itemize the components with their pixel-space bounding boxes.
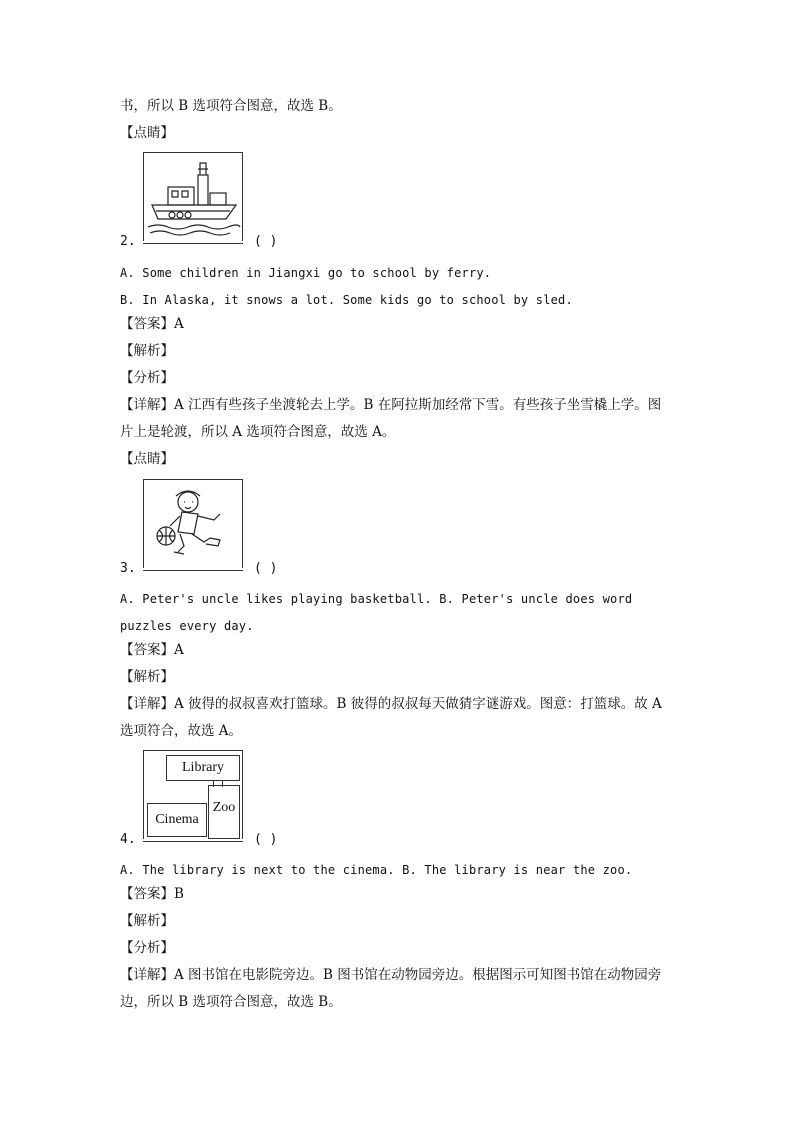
answer-blank: ( ) [254,832,278,847]
fenxi-heading: 【分析】 [120,370,174,386]
dianjing-heading: 【点睛】 [120,125,174,141]
detail-line: 片上是轮渡，所以 A 选项符合图意，故选 A。 [120,424,396,440]
options-line: A. Peter's uncle likes playing basketball. B. Peter's uncle does word [120,592,633,606]
zoo-label: Zoo [212,800,236,815]
answer-blank: ( ) [254,234,278,249]
library-box [166,755,240,781]
detail-line: 选项符合，故选 A。 [120,723,243,739]
answer-blank: ( ) [254,561,278,576]
detail-line: 【详解】A 彼得的叔叔喜欢打篮球。B 彼得的叔叔每天做猜字谜游戏。图意：打篮球。故 A [120,696,662,712]
question-number: 3. [120,561,136,576]
basketball-illustration [143,479,243,568]
detail-line: 【详解】A 图书馆在电影院旁边。B 图书馆在动物园旁边。根据图示可知图书馆在动物园旁 [120,967,662,983]
option-a: A. Some children in Jiangxi go to school by ferry. [120,266,492,280]
option-b: B. In Alaska, it snows a lot. Some kids go to school by sled. [120,293,573,307]
basketball-player-icon [144,480,242,568]
jiexi-heading: 【解析】 [120,343,174,359]
zoo-gate [213,780,223,787]
detail-line: 边，所以 B 选项符合图意，故选 B。 [120,994,342,1010]
answer: 【答案】A [120,316,184,332]
cinema-box [147,803,207,837]
figure-baseline [143,841,243,842]
text-line: 书，所以 B 选项符合图意，故选 B。 [120,98,342,114]
ship-icon [144,153,242,241]
jiexi-heading: 【解析】 [120,913,174,929]
question-number: 2. [120,234,136,249]
jiexi-heading: 【解析】 [120,669,174,685]
answer: 【答案】B [120,886,184,902]
answer: 【答案】A [120,642,184,658]
options-line: A. The library is next to the cinema. B. The library is near the zoo. [120,863,633,877]
figure-baseline [143,570,243,571]
cinema-label: Cinema [155,812,199,827]
figure-baseline [143,243,243,244]
question-number: 4. [120,832,136,847]
library-label: Library [182,760,224,775]
fenxi-heading: 【分析】 [120,940,174,956]
detail-line: 【详解】A 江西有些孩子坐渡轮去上学。B 在阿拉斯加经常下雪。有些孩子坐雪橇上学。图 [120,397,662,413]
options-line: puzzles every day. [120,619,254,633]
ship-illustration [143,152,243,241]
dianjing-heading: 【点睛】 [120,451,174,467]
zoo-box [208,785,240,839]
map-illustration [143,750,243,839]
